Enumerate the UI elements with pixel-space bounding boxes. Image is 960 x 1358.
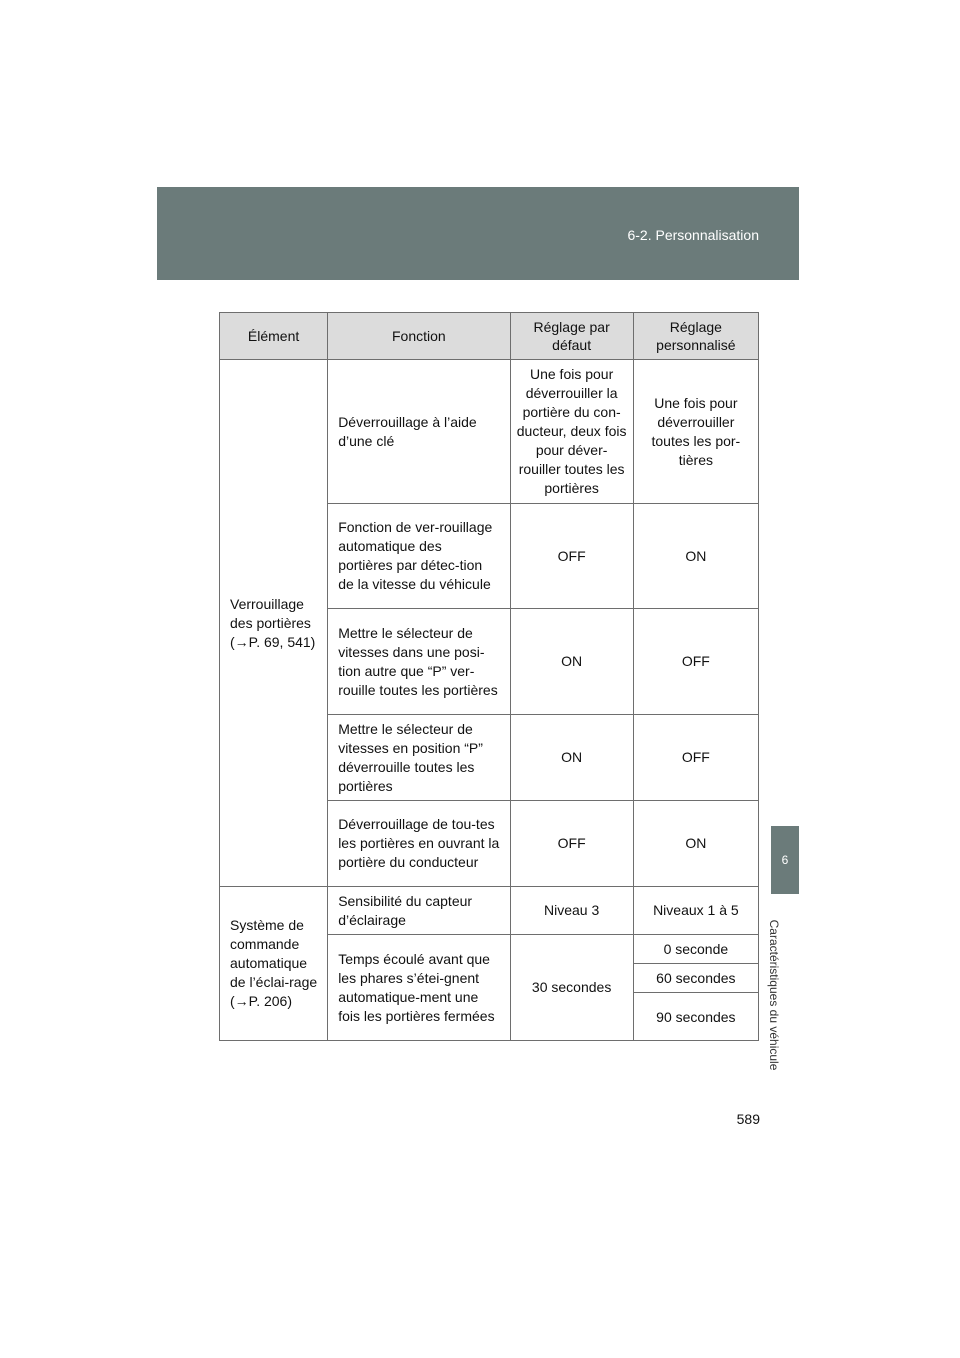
table-row [220, 360, 759, 504]
custom-option: 60 secondes [634, 963, 758, 992]
element-auto-lighting: Système de commande automatique de l’éclai-rage (→P. 206) [220, 887, 328, 1041]
default-value: Niveau 3 [510, 887, 633, 935]
default-value: 30 secondes [510, 935, 633, 1041]
custom-value: Niveaux 1 à 5 [633, 887, 758, 935]
custom-value: OFF [633, 715, 758, 801]
element-door-locks: Verrouillage des portières (→P. 69, 541) [220, 360, 328, 887]
custom-option: 0 seconde [663, 941, 729, 957]
default-value: ON [510, 609, 633, 715]
function-cell: Sensibilité du capteur d’éclairage [328, 887, 510, 935]
function-cell: Déverrouillage à l’aide d’une clé [328, 360, 510, 504]
section-header-band [157, 187, 799, 280]
default-value: ON [510, 715, 633, 801]
chapter-tab: 6 [771, 826, 799, 894]
page-number: 589 [736, 1111, 760, 1127]
column-header-custom: Réglage personnalisé [633, 313, 758, 360]
custom-value: Une fois pour déverrouiller toutes les por-tières [633, 360, 758, 504]
function-cell: Temps écoulé avant que les phares s’étei-gnent automatique-ment une fois les portières fermées [328, 935, 510, 1041]
default-value: OFF [510, 801, 633, 887]
function-cell: Déverrouillage de tou-tes les portières en ouvrant la portière du conducteur [328, 801, 510, 887]
column-header-default: Réglage par défaut [510, 313, 633, 360]
section-title: 6-2. Personnalisation [627, 227, 759, 243]
function-cell: Fonction de ver-rouillage automatique des portières par détec-tion de la vitesse du véhicule [328, 504, 510, 609]
function-cell: Mettre le sélecteur de vitesses en position “P” déverrouille toutes les portières [328, 715, 510, 801]
chapter-label-vertical [767, 900, 793, 1090]
column-header-element: Élément [220, 313, 328, 360]
default-value: Une fois pour déverrouiller la portière du con-ducteur, deux fois pour déver-rouiller toutes les portières [510, 360, 633, 504]
custom-options-cell [633, 935, 758, 1041]
customization-table [219, 312, 759, 1041]
column-header-function: Fonction [328, 313, 510, 360]
custom-value: ON [633, 504, 758, 609]
default-value: OFF [510, 504, 633, 609]
table-row [220, 887, 759, 935]
function-cell: Mettre le sélecteur de vitesses dans une posi-tion autre que “P” ver-rouille toutes les portières [328, 609, 510, 715]
custom-value: OFF [633, 609, 758, 715]
custom-value: ON [633, 801, 758, 887]
custom-option: 90 secondes [634, 992, 758, 1040]
chapter-label: Caractéristiques du véhicule [767, 919, 781, 1071]
table-header-row [220, 313, 759, 360]
